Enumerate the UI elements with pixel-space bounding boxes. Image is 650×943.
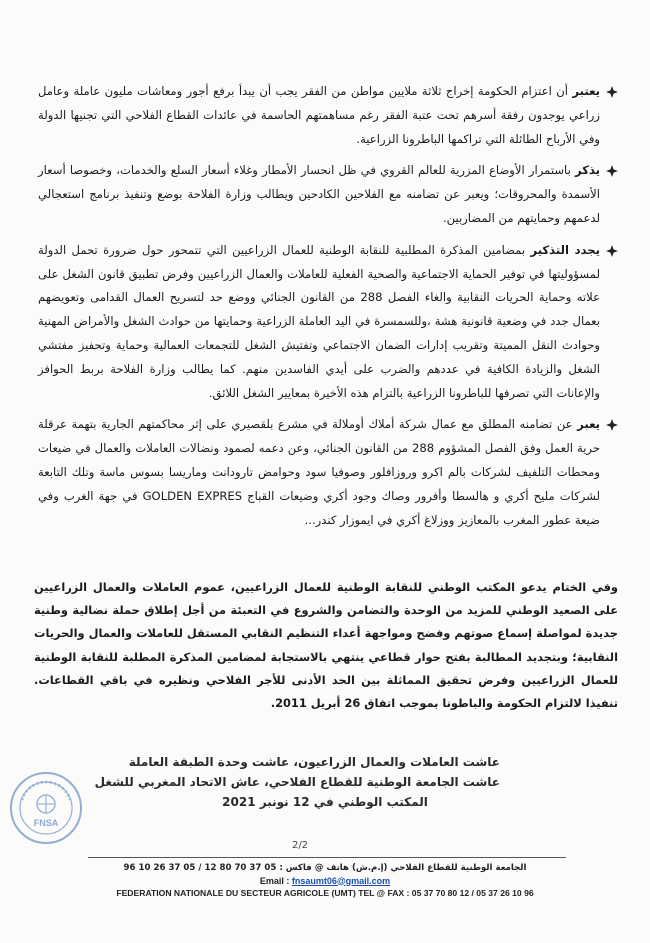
item-lead: يذكر (574, 163, 600, 178)
stamp-label: FNSA (33, 818, 59, 828)
footer-email-label: Email : (259, 875, 290, 886)
page-number: 2/2 (291, 840, 309, 851)
slogan-line-2: عاشت الجامعة الوطنية للقطاع الفلاحي، عاش الاتحاد المغربي للشغل (94, 775, 500, 789)
item-lead: يعبر (577, 417, 600, 432)
footer-divider (88, 857, 566, 858)
closing-paragraph (34, 576, 618, 715)
signature-date: المكتب الوطني في 12 نونبر 2021 (222, 795, 428, 809)
diamond-bullet-icon (606, 165, 618, 177)
slogans-block (94, 752, 500, 812)
footer-email-line (60, 875, 590, 888)
statement-item-2 (38, 159, 618, 230)
diamond-bullet-icon (606, 245, 618, 257)
slogan-line-1: عاشت العاملات والعمال الزراعيون، عاشت وحدة الطبقة العاملة (128, 755, 500, 769)
item-text: بمضامين المذكرة المطلبية للنقابة الوطنية للعمال الزراعيين التي تتمحور حول ضرورة تحمل الدولة لمسؤوليتها في توفير الحماية الاجتماعية والصحية الفعلية للعاملات والعمال الزراعيين وفرض تطبيق قانون الشغل على علاته وحماية الحريات النقابية والغاء الفصل 288 من القانون الجنائي ووضع حد لتسريح العمال القدامى وتعويضهم بعمال جدد في وضعية قانونية هشة ،وللسمسرة في اليد العاملة الزراعية وحمايتها من حوادث الشغل والأمراض المهنية وحوادث النقل المميتة وتقريب إدارات الضمان الاجتماعي وتفتيش الشغل للتجمعات العمالية وحماية وتحفيز مفتشي الشغل والزيادة الكافية في عددهم والضرب على أيدي الفاسدين منهم. كما يطالب وزارة الفلاحة بربط الحوافز والإعانات التي تصرفها للباطرونا الزراعية بالتزام هذه الأخيرة بمعايير الشغل اللائق. (38, 242, 600, 400)
statement-item-1 (38, 80, 618, 151)
item-lead: يعتبر (572, 84, 600, 98)
statement-item-3 (38, 239, 618, 406)
statement-items (38, 80, 618, 540)
footer-french: FEDERATION NATIONALE DU SECTEUR AGRICOLE (UMT) TEL @ FAX : 05 37 70 80 12 / 05 37 26 10 96 (116, 888, 534, 898)
closing-text: وفي الختام يدعو المكتب الوطني للنقابة الوطنية للعمال الزراعيين، عموم العاملات والعمال الزراعيين على الصعيد الوطني للمزيد من الوحدة والتضامن والشروع في التعبئة من أجل إطلاق حملة نضالية وطنية جديدة لمواصلة إسماع صوتهم وفضح ومواجهة أعداء التنظيم النقابي المستقل للعاملات والعمال والحريات النقابية؛ وبتجديد المطالبة بفتح حوار قطاعي ينتهي بالاستجابة لمضامين المذكرة المطلبة للنقابة الوطنية للعمال الزراعيين وفرض تحقيق المماثلة بين الحد الأدنى للأجر الفلاحي ونظيره في باقي القطاعات. تنفيذا لالتزام الحكومة والباطونا بموجب اتفاق 26 أبريل 2011. (34, 580, 618, 711)
footer-email-link[interactable]: fnsaumt06@gmail.com (291, 875, 391, 886)
item-text: عن تضامنه المطلق مع عمال شركة أملاك أوملالة في مشرع بلقصيري على إثر محاكمتهم الجارية بتهمة عرقلة حرية العمل وفق الفصل المشؤوم 288 من القانون الجنائي، وعن دعمه لصمود ونضالات العاملات والعمال في ضيعات ومحطات التلفيف لشركات بالم اكرو وروزافلور وصوفيا سود وحوامض تارودانت وماريسا بسوس ماسة وتلك التابعة لشركات مليح أكري و هالسطا وأفرور وصاك وجود أكري وضيعات القباج GOLDEN EXPRES في جهة الغرب وفي ضيعة عطور المغرب بالمعازيز ووزلاغ أكري في ايموزار كندر... (38, 417, 600, 527)
item-text: باستمرار الأوضاع المزرية للعالم القروي في ظل انحسار الأمطار وغلاء أسعار السلع والخدمات، وخصوصا أسعار الأسمدة والمحروقات؛ ويعبر عن تضامنه مع الفلاحين الكادحين ويطالب وزارة الفلاحة بوضع وتنفيذ برنامج استعجالي لدعمهم وحمايتهم من المضاربين. (38, 163, 600, 225)
diamond-bullet-icon (606, 419, 618, 431)
item-text: أن اعتزام الحكومة إخراج ثلاثة ملايين مواطن من الفقر يجب أن يبدأ برفع أجور ومعاشات مليون عاملة وعامل زراعي يوجدون رفقة أسرهم تحت عتبة الفقر رغم مساهمتهم الحاسمة في عائدات القطاع الفلاحي التي تجنيها الدولة وفي الأرباح الطائلة التي تراكمها الباطرونا الزراعية. (38, 84, 600, 146)
footer-arabic: الجامعة الوطنية للقطاع الفلاحي (إ.م.ش) هاتف @ فاكس : 05 37 70 80 12 / 05 37 26 10 96 (123, 863, 527, 873)
statement-item-4 (38, 413, 618, 532)
item-lead: يجدد التذكير (530, 242, 601, 257)
diamond-bullet-icon (606, 86, 618, 98)
union-stamp (8, 770, 84, 846)
footer (60, 862, 590, 900)
